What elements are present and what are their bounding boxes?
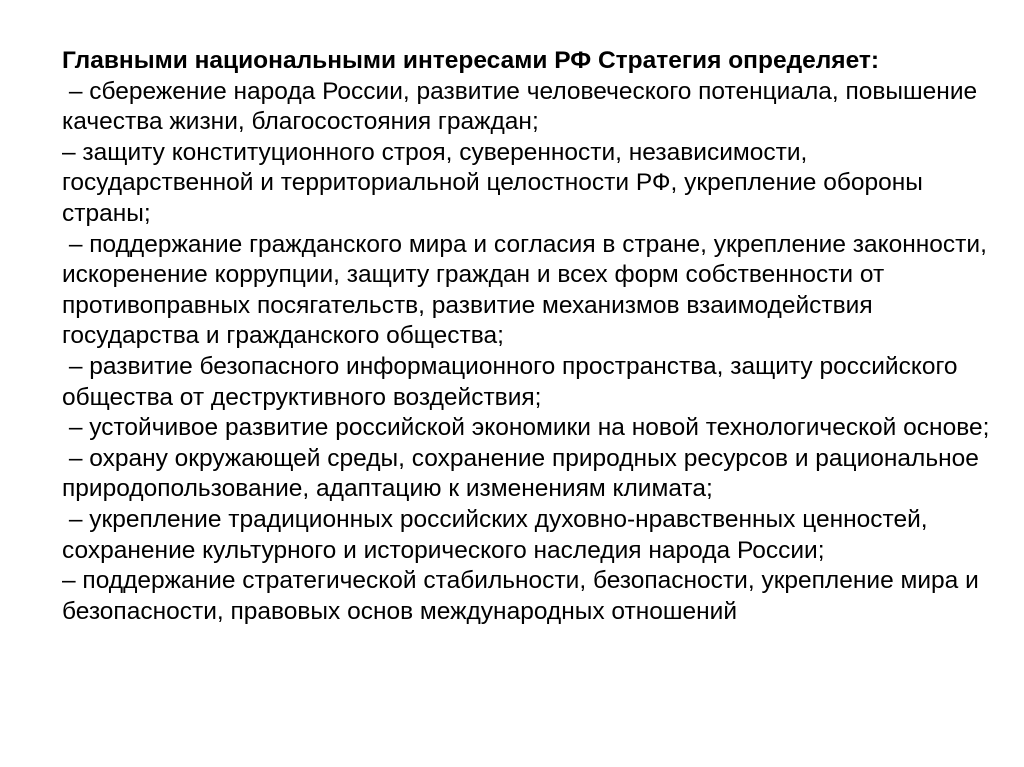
list-item: – укрепление традиционных российских духовно-нравственных ценностей, сохранение культурного и исторического наследия народа России; <box>62 505 935 564</box>
slide-heading: Главными национальными интересами РФ Стратегия определяет: <box>62 47 880 74</box>
list-item: – поддержание стратегической стабильности, безопасности, укрепление мира и безопасности, правовых основ международных отношений <box>62 567 986 625</box>
list-item: – сбережение народа России, развитие человеческого потенциала, повышение качества жизни, благосостояния граждан; <box>62 77 984 136</box>
interests-list <box>62 77 992 628</box>
list-item: – развитие безопасного информационного пространства, защиту российского общества от деструктивного воздействия; <box>62 352 965 411</box>
list-item: – устойчивое развитие российской экономики на новой технологической основе; <box>62 414 990 442</box>
list-item: – защиту конституционного строя, суверенности, независимости, государственной и территориальной целостности РФ, укрепление обороны страны; <box>62 138 930 227</box>
list-item: – поддержание гражданского мира и согласия в стране, укрепление законности, искоренение коррупции, защиту граждан и всех форм собственности от противоправных посягательств, развитие механизмов взаимодействия государства и гражданского общества; <box>62 230 994 350</box>
list-item: – охрану окружающей среды, сохранение природных ресурсов и рациональное природопользование, адаптацию к изменениям климата; <box>62 444 986 503</box>
slide-content <box>62 46 992 627</box>
